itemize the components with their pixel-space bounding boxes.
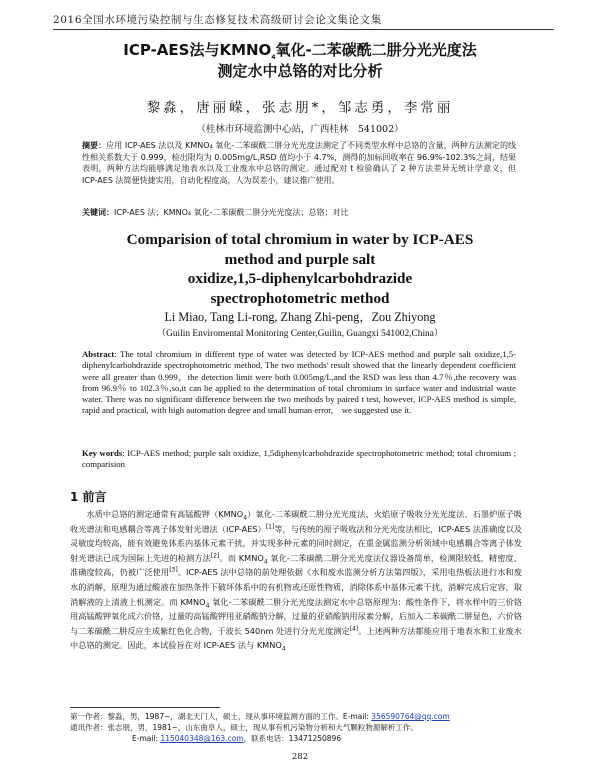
- english-title-line3: oxidize,1,5-diphenylcarbohdrazide: [187, 270, 413, 287]
- chinese-title-part2: 氧化-二苯碳酰二肼分光光度法: [275, 41, 477, 59]
- english-abstract: [82, 349, 516, 417]
- intro-text-f: 。ICP-AES 法中总铬的前处理依据《水和废水监测分析方法第四版》，采用电热板法进行水和废水的消解，原理为通过酸液在加热条件下破坏体系中的有机物或还原性物质，消除体系中基体元素干扰，消解完成后定容，取消解液的上清液上机测定。而 KMNO: [70, 567, 522, 607]
- english-title-line2: method and purple salt: [224, 250, 376, 268]
- chinese-keywords-label: 关键词：: [82, 208, 114, 217]
- citation-ref-4[interactable]: [4]: [349, 625, 359, 633]
- citation-ref-1[interactable]: [1]: [265, 522, 275, 530]
- chinese-abstract-text: 应用 ICP-AES 法以及 KMNO₄ 氧化-二苯碳酰二肼分光光度法测定了不同类型水样中总铬的含量，两种方法测定的线性相关系数大于 0.999，检出限均为 0.005mg/L,RSD 值均小于 4.7%，测得的加标回收率在 96.9%-102.3%之间，结果表明，两种方法均能够满足地表水以及工业废水中总铬的测定。通过配对 t 检验确认了 2 种方法差异无统计学意义，但 ICP-AES 法简便快捷实用，自动化程度高，人为误差小，建议推广使用。: [82, 141, 517, 185]
- english-title-line4: spectrophotometric method: [210, 289, 390, 307]
- intro-text-h: 。上述两种方法都能应用于地表水和工业废水中总铬的测定。因此，本试验旨在对 ICP-AES 法与 KMNO: [70, 625, 522, 651]
- chinese-keywords: [82, 207, 516, 218]
- citation-ref-3[interactable]: [3]: [169, 566, 178, 574]
- page-number: 282: [291, 752, 309, 762]
- chinese-title-line1: [0, 40, 600, 61]
- intro-sub-3: 4: [205, 602, 210, 610]
- footnote-phone: ，联系电话：13471250896: [243, 734, 342, 743]
- footnote-corresponding-author: 通讯作者：张志朋，男，1981~，山东曲阜人，硕士，现从事有机污染物分析和大气颗粒物源解析工作。: [70, 723, 418, 732]
- english-authors: Li Miao, Tang Li-rong, Zhang Zhi-peng，Zou Zhiyong: [164, 310, 436, 324]
- intro-text-d: 。而 KMNO: [219, 552, 264, 563]
- chinese-title-part1: ICP-AES法与KMNO: [123, 41, 272, 59]
- english-affiliation: （Guilin Enviromental Monitoring Center,Guilin, Guangxi 541002,China）: [156, 329, 444, 339]
- footnote-email-label: E-mail:: [132, 734, 161, 743]
- chinese-title-line2: 测定水中总铬的对比分析: [217, 62, 383, 80]
- footnote-rule: [70, 707, 220, 708]
- intro-sub-4: 4: [281, 645, 286, 653]
- introduction-paragraph: [70, 507, 522, 653]
- chinese-affiliation: （桂林市环境监测中心站，广西桂林 541002）: [196, 124, 404, 135]
- intro-text-e: 氧化-二苯碳酰二肼分光光度法仪器设备简单，检测限较低，精密度、准确度较高，仍被广泛使用: [70, 552, 522, 578]
- running-header: 2016全国水环境污染控制与生态修复技术高级研讨会论文集论文集: [53, 14, 382, 26]
- email-link-corresponding-author[interactable]: 115040348@163.com: [160, 734, 244, 743]
- english-abstract-text: : The total chromium in different type of water was detected by ICP-AES method and purple salt oxidize,1,5-diphenylcarbohdrazide spectrophotometric method, The two methods' result showed that the linearly dependent coefficient were all greater than 0.999，the detection limit were both 0.005mg/L,and the RSD was less than 4.7％,the recovery was from 96.9％ to 102.3％,so,it can be applied to the determination of total chromium in surface water and industrial waste water. There was no significant difference between the two methods by paired t test, however, ICP-AES method is simple, rapid and practical, with high automation degree and small human error, we suggested use it.: [82, 349, 516, 416]
- footnotes: [70, 711, 530, 744]
- chinese-keywords-text: ICP-AES 法；KMNO₄ 氧化-二苯碳酰二肼分光光度法；总铬；对比: [114, 208, 349, 217]
- header-rule: [53, 29, 554, 30]
- chinese-authors: 黎淼，唐丽嵘，张志朋*，邹志勇，李常丽: [146, 100, 454, 116]
- english-title-line1: Comparision of total chromium in water by ICP-AES: [126, 231, 474, 248]
- footnote-first-author: [70, 711, 530, 722]
- citation-ref-2[interactable]: [2]: [210, 552, 220, 560]
- section-heading-introduction: 1 前言: [70, 490, 107, 504]
- english-keywords: [82, 448, 516, 471]
- english-title: [60, 230, 540, 308]
- chinese-title: [0, 40, 600, 82]
- intro-text-a: 水质中总铬的测定通常有高锰酸钾（KMNO: [86, 509, 244, 519]
- introduction-body: [70, 507, 522, 653]
- intro-sub-1: 4: [243, 514, 248, 522]
- english-keywords-label: Key words: [82, 448, 123, 458]
- english-abstract-label: Abstract: [82, 349, 115, 359]
- english-keywords-text: : ICP-AES method; purple salt oxidize, 1,5diphenylcarbohdrazide spectrophotometric method; total chromium ; comparision: [82, 448, 516, 470]
- intro-text-g: 氧化-二苯碳酰二肼分光光度法测定水中总铬原理为：酸性条件下，将水样中的三价铬用高锰酸钾氧化成六价铬，过量的高锰酸钾用亚硝酸钠分解，过量的亚硝酸钠用尿素分解，后加入二苯碳酰二肼显色，六价铬与二苯碳酰二肼反应生成紫红色化合物，于波长 540nm 处进行分光光度测定: [70, 596, 522, 636]
- chinese-title-subscript: 4: [271, 54, 276, 61]
- intro-text-c: 等，与传统的原子吸收法和分光光度法相比，ICP-AES 法准确度以及灵敏度均较高，能有效避免体系内基体元素干扰，并实现多种元素的同时测定，在重金属监测分析领域中电感耦合等离子体发射光谱法已成为国际上先进的检测方法: [70, 523, 522, 563]
- intro-sub-2: 4: [263, 558, 268, 566]
- chinese-abstract: [82, 140, 516, 186]
- intro-text-b: ）氧化-二苯碳酰二肼分光光度法、火焰原子吸收分光光度法、石墨炉原子吸收光谱法和电感耦合等离子体发射光谱法（ICP-AES）: [70, 509, 522, 534]
- footnote-first-author-text: 第一作者：黎淼，男，1987~，湖北天门人，硕士，现从事环境监测方面的工作。E-mail:: [70, 712, 372, 721]
- email-link-first-author[interactable]: 356590764@qq.com: [371, 712, 450, 721]
- footnote-contact: [70, 733, 530, 744]
- chinese-abstract-label: 摘要：: [82, 141, 107, 150]
